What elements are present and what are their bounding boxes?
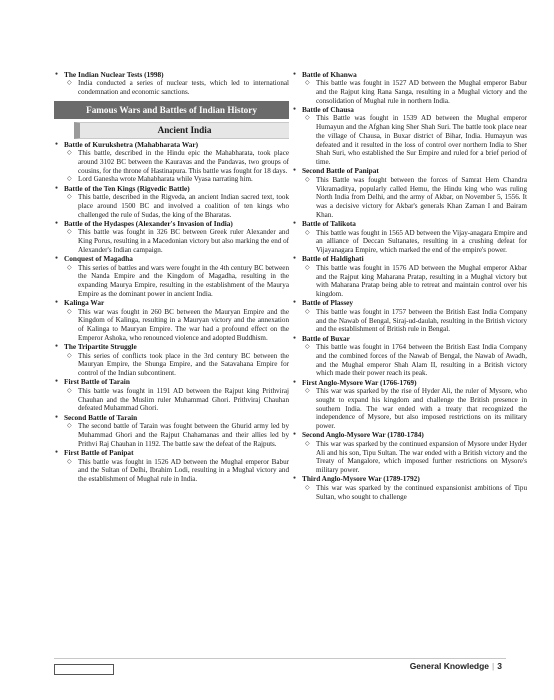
item-heading: ● The Indian Nuclear Tests (1998)	[54, 71, 289, 80]
item-paragraph: ◇ Lord Ganesha wrote Mahabharata while Vyasa narrating him.	[54, 175, 289, 184]
list-item	[292, 255, 527, 298]
list-item	[54, 220, 289, 255]
book-title: General Knowledge	[409, 661, 490, 671]
list-item	[54, 71, 289, 97]
list-item	[54, 299, 289, 342]
item-heading: ● Battle of Plassey	[292, 299, 527, 308]
item-heading: ● Second Battle of Panipat	[292, 167, 527, 176]
item-heading: ● First Battle of Panipat	[54, 449, 289, 458]
footer-separator: |	[492, 661, 495, 671]
list-item	[292, 167, 527, 219]
list-item	[292, 475, 527, 501]
subsection-banner: Ancient India	[74, 122, 289, 139]
list-item	[54, 414, 289, 449]
list-item	[292, 299, 527, 334]
item-paragraph: ◇ This battle, described in the Hindu epic the Mahabharata, took place around 3102 BC between the Kauravas and the Pandavas, two groups of cousins, for the throne of Hastinapura. This battle was fought for 18 days.	[54, 149, 289, 175]
item-paragraph: ◇ This war was fought in 260 BC between the Mauryan Empire and the Kingdom of Kalinga, resulting in a Mauryan victory and the annexation of Kalinga to Mauryan Empire. The war had a profound effect on the Emperor Ashoka, who renounced violence and adopted Buddhism.	[54, 308, 289, 343]
item-paragraph: ◇ This battle was fought in 1526 AD between the Mughal emperor Babur and the Sultan of Delhi, Ibrahim Lodi, resulting in a Mughal victory and the establishment of Mughal rule in India.	[54, 458, 289, 484]
item-heading: ● Battle of Chausa	[292, 106, 527, 115]
item-heading: ● Battle of the Ten Kings (Rigvedic Battle)	[54, 185, 289, 194]
item-heading: ● First Anglo-Mysore War (1766-1769)	[292, 379, 527, 388]
item-paragraph: ◇ This war was sparked by the rise of Hyder Ali, the ruler of Mysore, who sought to expand his kingdom and challenge the British presence in southern India. The war ended with a treaty that recognized the independence of Mysore, but also imposed restrictions on its military power.	[292, 387, 527, 431]
item-paragraph: ◇ This battle, described in the Rigveda, an ancient Indian sacred text, took place around 1500 BC and involved a coalition of ten kings who challenged the rule of Sudas, the king of the Bharatas.	[54, 193, 289, 219]
left-items	[54, 141, 289, 484]
item-paragraph: ◇ This battle was fought in 1565 AD between the Vijay-anagara Empire and an alliance of Deccan Sultanates, resulting in a crushing defeat for Vijayanagara Empire, which marked the end of the empire's power.	[292, 229, 527, 255]
item-heading: ● Kalinga War	[54, 299, 289, 308]
list-item	[292, 335, 527, 378]
list-item	[54, 185, 289, 220]
item-paragraph: ◇ This battle was fought in 1764 between the British East India Company and the combined forces of the Nawab of Bengal, the Nawab of Awadh, and the Mughal emperor Shah Alam II, resulting in a British victory which made their power reach its peak.	[292, 343, 527, 378]
list-item	[292, 431, 527, 474]
item-heading: ● Battle of the Hydaspes (Alexander's Invasion of India)	[54, 220, 289, 229]
item-paragraph: ◇ This series of conflicts took place in the 3rd century BC between the Mauryan Empire, the Shunga Empire, and the Satavahana Empire for control of the Indian subcontinent.	[54, 352, 289, 378]
item-heading: ● Battle of Kurukshetra (Mahabharata War)	[54, 141, 289, 150]
list-item	[292, 220, 527, 255]
publisher-logo	[54, 664, 114, 675]
list-item	[292, 379, 527, 431]
item-paragraph: ◇ This series of battles and wars were fought in the 4th century BC between the Nanda Empire and the Kingdom of Magadha, resulting in the expanding Maurya Empire, resulting in the establishment of the Maurya Empire as the dominant power in ancient India.	[54, 264, 289, 299]
right-items	[292, 71, 527, 502]
list-item	[292, 106, 527, 167]
item-paragraph: ◇ This battle was fought in 326 BC between Greek ruler Alexander and King Porus, resulting in a Macedonian victory but also marking the end of Alexander's Indian campaign.	[54, 228, 289, 254]
item-heading: ● Second Anglo-Mysore War (1780-1784)	[292, 431, 527, 440]
page-footer	[410, 661, 502, 671]
left-column	[54, 70, 289, 484]
list-item	[292, 71, 527, 106]
item-heading: ● Conquest of Magadha	[54, 255, 289, 264]
list-item	[54, 141, 289, 184]
item-heading: ● First Battle of Tarain	[54, 378, 289, 387]
footer-rule	[54, 658, 506, 659]
item-paragraph: ◇ The second battle of Tarain was fought between the Ghurid army led by Muhammad Ghori and the Rajput Chahamanas and their allies led by Prithvi Raj Chauhan in 1192. The battle saw the defeat of the Rajputs.	[54, 422, 289, 448]
item-heading: ● Battle of Haldighati	[292, 255, 527, 264]
item-paragraph: ◇ This battle was fought in 1576 AD between the Mughal emperor Akbar and the Rajput king Maharana Pratap, resulting in a Mughal victory but with Maharana Pratap being able to retreat and maintain control over his kingdom.	[292, 264, 527, 299]
left-top-items	[54, 71, 289, 97]
right-column	[292, 70, 527, 501]
item-paragraph: ◇ This Battle was fought in 1539 AD between the Mughal emperor Humayun and the Afghan king Sher Shah Suri. The battle took place near the village of Chausa, in Buxar district of Bihar, India. Humayun was defeated and it resulted in the loss of control over northern India to Sher Shah Suri, who established the Sur Empire and ruled for a brief period of time.	[292, 114, 527, 166]
item-heading: ● Battle of Khanwa	[292, 71, 527, 80]
section-banner: Famous Wars and Battles of Indian History	[54, 101, 289, 119]
item-paragraph: ◇ This Battle was fought between the forces of Samrat Hem Chandra Vikramaditya, popularly called Hemu, the Hindu king who was ruling North India from Delhi, and the army of Akbar, on November 5, 1556. It was a decisive victory for Akbar's generals Khan Zaman I and Bairam Khan.	[292, 176, 527, 220]
item-paragraph: ◇ This battle was fought in 1527 AD between the Mughal emperor Babur and the Rajput king Rana Sanga, resulting in a Mughal victory and the consolidation of Mughal rule in northern India.	[292, 79, 527, 105]
item-paragraph: ◇ This battle was fought in 1191 AD between the Rajput king Prithviraj Chauhan and the Muslim ruler Muhammad Ghori. Prithviraj Chauhan defeated Muhammad Ghori.	[54, 387, 289, 413]
item-heading: ● The Tripartite Struggle	[54, 343, 289, 352]
item-heading: ● Battle of Buxar	[292, 335, 527, 344]
item-paragraph: ◇ This war was sparked by the continued expansion of Mysore under Hyder Ali and his son, Tipu Sultan. The war ended with a British victory and the Treaty of Mangalore, which imposed further restrictions on Mysore's military power.	[292, 440, 527, 475]
item-paragraph: ◇ India conducted a series of nuclear tests, which led to international condemnation and economic sanctions.	[54, 79, 289, 96]
item-heading: ● Battle of Talikota	[292, 220, 527, 229]
item-heading: ● Second Battle of Tarain	[54, 414, 289, 423]
list-item	[54, 449, 289, 484]
list-item	[54, 343, 289, 378]
list-item	[54, 378, 289, 413]
list-item	[54, 255, 289, 298]
item-paragraph: ◇ This battle was fought in 1757 between the British East India Company and the Nawab of Bengal, Siraj-ud-daulah, resulting in the British victory and the establishment of British rule in Bengal.	[292, 308, 527, 334]
item-heading: ● Third Anglo-Mysore War (1789-1792)	[292, 475, 527, 484]
page-number: 3	[497, 661, 502, 671]
item-paragraph: ◇ This war was sparked by the continued expansionist ambitions of Tipu Sultan, who sought to challenge	[292, 484, 527, 501]
